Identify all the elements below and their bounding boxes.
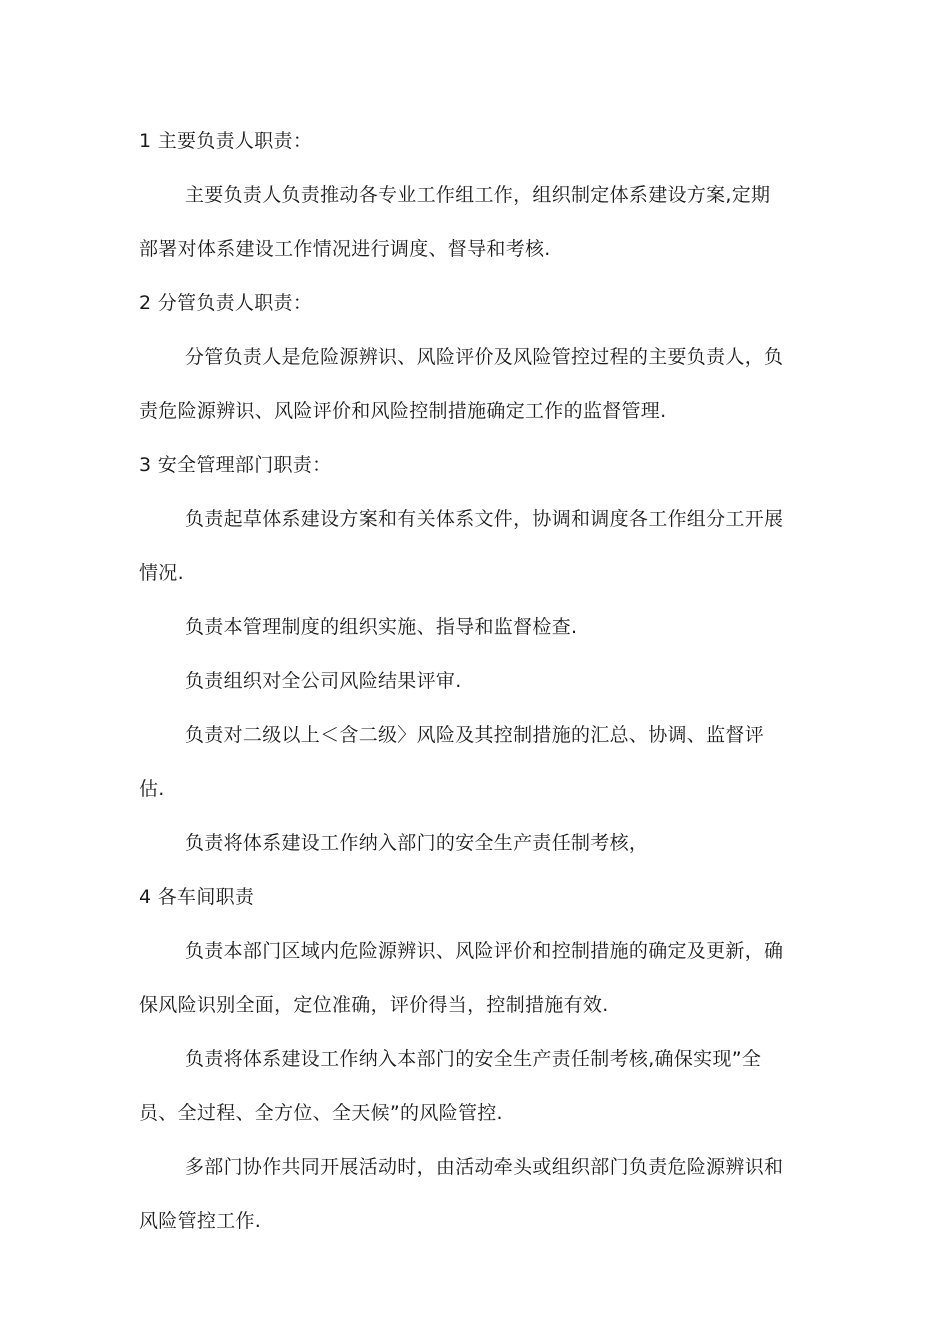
section-3-paragraph-4 [139,708,815,816]
paragraph-line: 员、全过程、全方位、全天候”的风险管控. [139,1102,503,1124]
section-3-paragraph-5 [139,816,815,870]
paragraph-line: 负责本部门区域内危险源辨识、风险评价和控制措施的确定及更新，确 [185,940,784,962]
section-3-paragraph-2 [139,600,815,654]
paragraph-line: 负责组织对全公司风险结果评审. [185,670,462,692]
paragraph-line: 多部门协作共同开展活动时，由活动牵头或组织部门负责危险源辨识和 [185,1156,784,1178]
paragraph-line: 负责起草体系建设方案和有关体系文件，协调和调度各工作组分工开展 [185,508,784,530]
section-1-paragraph-1 [139,168,815,276]
paragraph-line: 情况. [139,562,184,584]
section-4-heading: 4 各车间职责 [139,886,255,908]
section-2-heading: 2 分管负责人职责： [139,292,313,314]
section-3-paragraph-1 [139,492,815,600]
paragraph-line: 负责对二级以上＜含二级〉风险及其控制措施的汇总、协调、监督评 [185,724,765,746]
section-4-paragraph-2 [139,1032,815,1140]
paragraph-line: 风险管控工作. [139,1210,262,1232]
section-4-paragraph-3 [139,1140,815,1248]
paragraph-line: 保风险识别全面，定位准确，评价得当，控制措施有效. [139,994,609,1016]
section-4-paragraph-1 [139,924,815,1032]
document-body [139,114,815,1248]
section-1-heading: 1 主要负责人职责： [139,130,313,152]
paragraph-line: 负责将体系建设工作纳入本部门的安全生产责任制考核,确保实现”全 [185,1048,762,1070]
paragraph-line: 分管负责人是危险源辨识、风险评价及风险管控过程的主要负责人，负 [185,346,784,368]
paragraph-line: 负责将体系建设工作纳入部门的安全生产责任制考核， [185,832,649,854]
paragraph-line: 部署对体系建设工作情况进行调度、督导和考核. [139,238,551,260]
paragraph-line: 主要负责人负责推动各专业工作组工作，组织制定体系建设方案,定期 [185,184,771,206]
section-2-paragraph-1 [139,330,815,438]
paragraph-line: 估. [139,778,165,800]
paragraph-line: 责危险源辨识、风险评价和风险控制措施确定工作的监督管理. [139,400,667,422]
section-3-heading: 3 安全管理部门职责： [139,454,332,476]
section-3-paragraph-3 [139,654,815,708]
paragraph-line: 负责本管理制度的组织实施、指导和监督检查. [185,616,578,638]
